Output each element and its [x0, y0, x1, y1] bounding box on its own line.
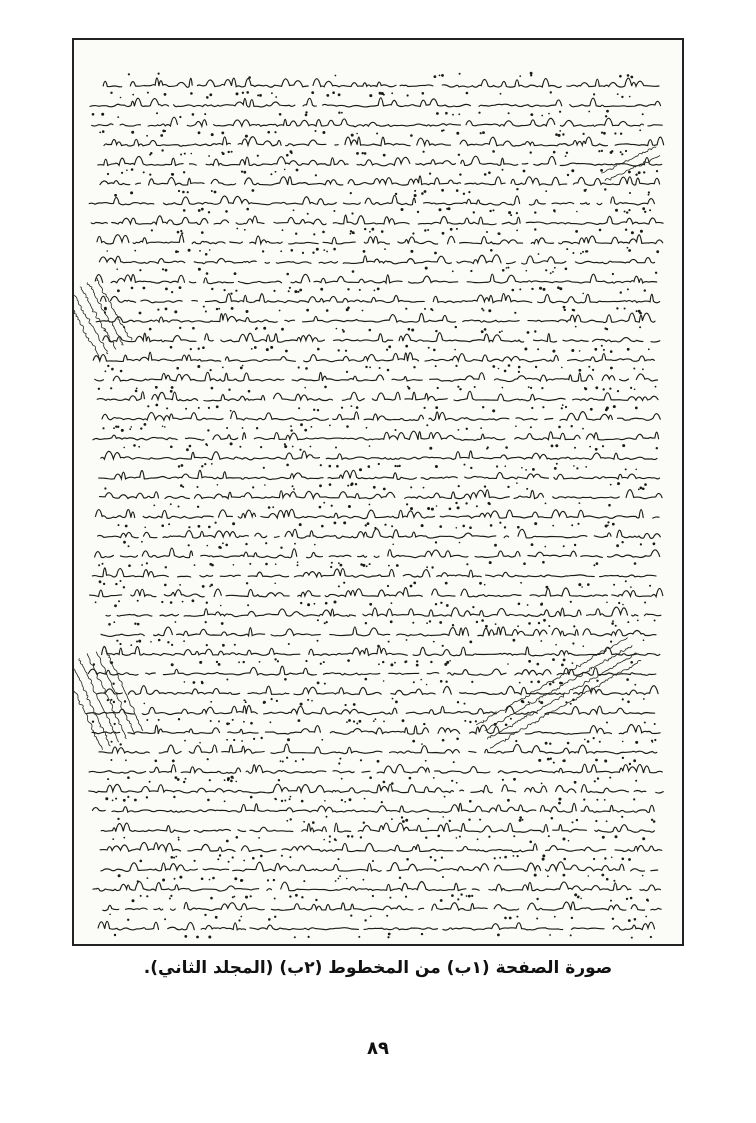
handwriting-line [95, 543, 660, 567]
handwriting-line [100, 287, 659, 312]
handwriting-line [92, 112, 663, 135]
handwriting-line [96, 307, 655, 332]
figure-caption: صورة الصفحة (١ب) من المخطوط (٢ب) (المجلد الثاني). [143, 958, 613, 978]
handwriting-line [90, 92, 661, 116]
handwriting-line [98, 523, 661, 547]
handwriting-line [96, 504, 660, 527]
handwriting-line [88, 660, 655, 685]
handwriting-line [96, 817, 655, 841]
manuscript-handwriting [74, 40, 682, 944]
handwriting-line [89, 777, 663, 801]
handwriting-line [93, 895, 661, 919]
handwriting-line [92, 719, 660, 743]
handwriting-line [97, 601, 661, 625]
handwriting-line [87, 386, 658, 410]
handwriting-line [103, 327, 660, 351]
handwriting-line [99, 249, 654, 272]
manuscript-image [72, 38, 684, 946]
handwriting-line [101, 856, 658, 881]
handwriting-line [92, 798, 654, 822]
handwriting-line [100, 837, 662, 861]
margin-note [74, 645, 144, 750]
handwriting-line [99, 464, 660, 488]
handwriting-line [93, 348, 654, 370]
handwriting-line [95, 268, 657, 292]
handwriting-line [89, 190, 654, 214]
handwriting-line [91, 209, 663, 233]
handwriting-line [87, 700, 655, 723]
page-number: ٨٩ [367, 1038, 389, 1059]
handwriting-line [99, 131, 664, 155]
handwriting-line [99, 739, 657, 763]
handwriting-line [93, 876, 661, 899]
handwriting-line [93, 425, 659, 449]
handwriting-line [96, 620, 656, 644]
handwriting-line [97, 229, 663, 253]
handwriting-line [85, 563, 656, 587]
handwriting-line [85, 366, 658, 390]
handwriting-line [98, 916, 654, 939]
margin-note [74, 274, 133, 359]
handwriting-line [89, 758, 662, 783]
handwriting-line [98, 150, 662, 174]
handwriting-line [102, 405, 660, 429]
handwriting-line [102, 641, 660, 664]
